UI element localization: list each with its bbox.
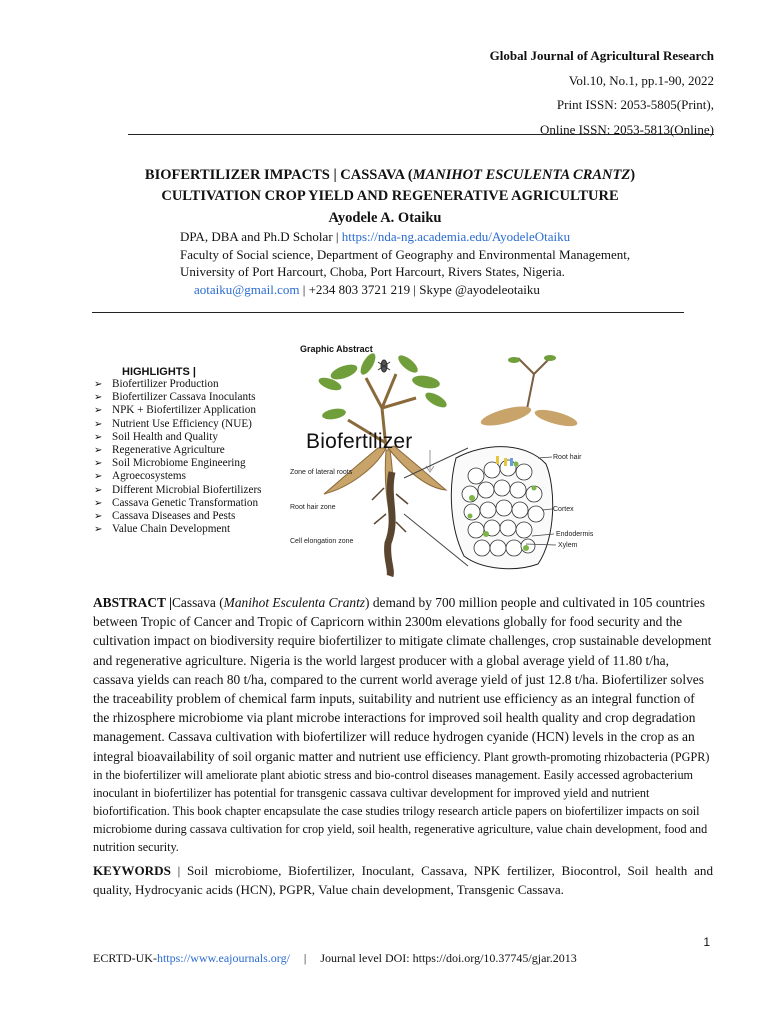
keywords-paragraph bbox=[93, 861, 713, 899]
highlight-item: ➢ Cassava Genetic Transformation bbox=[94, 497, 262, 510]
xylem-label: Xylem bbox=[558, 542, 578, 549]
journal-volume: Vol.10, No.1, pp.1-90, 2022 bbox=[568, 72, 714, 88]
highlight-item: ➢ Soil Health and Quality bbox=[94, 431, 262, 444]
author-affiliation bbox=[180, 228, 630, 298]
highlight-item: ➢ Regenerative Agriculture bbox=[94, 444, 262, 457]
cortex-label: Cortex bbox=[553, 506, 574, 513]
journal-header bbox=[490, 44, 714, 142]
journal-website-link[interactable]: https://www.eajournals.org/ bbox=[156, 951, 290, 965]
keywords-separator: | bbox=[170, 863, 187, 878]
endodermis-label: Endodermis bbox=[556, 531, 594, 538]
author-university: University of Port Harcourt, Choba, Port Harcourt, Rivers States, Nigeria. bbox=[180, 264, 565, 279]
author-name: Ayodele A. Otaiku bbox=[328, 210, 442, 226]
print-issn: Print ISSN: 2053-5805(Print), bbox=[556, 97, 714, 112]
highlight-item: ➢ Biofertilizer Cassava Inoculants bbox=[94, 391, 262, 404]
highlight-item: ➢ Value Chain Development bbox=[94, 523, 262, 536]
journal-name: Global Journal of Agricultural Research bbox=[489, 48, 714, 63]
footer-prefix: ECRTD-UK- bbox=[93, 951, 157, 965]
author-faculty: Faculty of Social science, Department of Geography and Environmental Management, bbox=[180, 246, 631, 262]
abstract-text-rest: Plant growth-promoting rhizobacteria (PGPR) in the biofertilizer will ameliorate plant abiotic stress and bio-control diseases management. Easily accessed agrobacterium inoculant in biofertilizer has potential for transgenic cassava cultivar development for improved yield and nutrient biofortification. This book chapter encapsulate the case studies trilogy research article papers on biofertilizer impacts on soil microbiome during cassava cultivation for crop yield, soil health, regenerative agriculture, value chain development, food and nutrition security. bbox=[93, 749, 710, 854]
title-line1-italic: MANIHOT ESCULENTA CRANTZ bbox=[412, 167, 631, 183]
keywords-text: Soil microbiome, Biofertilizer, Inoculant, Cassava, NPK fertilizer, Biocontrol, Soil health and quality, Hydrocyanic acids (HCN), PGPR, Value chain development, Transgenic Cassava. bbox=[93, 863, 714, 897]
highlights-list bbox=[94, 378, 262, 536]
author-contact: | +234 803 3721 219 | Skype @ayodeleotaiku bbox=[299, 281, 540, 297]
highlight-item: ➢ Cassava Diseases and Pests bbox=[94, 510, 262, 523]
footer-doi: Journal level DOI: https://doi.org/10.37745/gjar.2013 bbox=[320, 951, 577, 965]
abstract-text-main: ) demand by 700 million people and cultivated in 105 countries between Tropic of Cancer and Tropic of Capricorn within 2300m elevations globally for food security and the cultivation impact on biodiversity require biofertilizer to mitigate climate challenges, crop sustainable development and regenerative agriculture. Nigeria is the world largest producer with a global average yield of 11.80 t/ha, cassava yields can reach 80 t/ha, compared to the current world average yield of just 12.8 t/ha. Biofertilizer solves the traceability problem of chemical farm inputs, suitability and nutrient use efficiency as an integral function of the rhizosphere microbiome via plant microbe interactions for improved soil health quality and crop degradation management. Cassava cultivation with biofertilizer will reduce hydrogen cyanide (HCN) levels in the crop as an integral bioavailability of soil organic matter and nutrient use efficiency. bbox=[93, 595, 712, 764]
abstract-separator: | bbox=[165, 595, 172, 610]
footer-separator: | bbox=[303, 951, 307, 965]
highlight-item: ➢ Agroecosystems bbox=[94, 470, 262, 483]
highlight-item: ➢ Soil Microbiome Engineering bbox=[94, 457, 262, 470]
title-line1-post: ) bbox=[630, 167, 636, 183]
academia-link[interactable]: https://nda-ng.academia.edu/AyodeleOtaiku bbox=[341, 229, 571, 244]
abstract-text-pre: Cassava ( bbox=[171, 595, 224, 610]
author-degree: DPA, DBA and Ph.D Scholar | bbox=[180, 229, 342, 244]
title-line1-pre: BIOFERTILIZER IMPACTS | CASSAVA ( bbox=[144, 167, 413, 183]
graphic-abstract-title: Graphic Abstract bbox=[300, 344, 373, 354]
title-line2: CULTIVATION CROP YIELD AND REGENERATIVE AGRICULTURE bbox=[161, 188, 619, 204]
biofertilizer-label: Biofertilizer bbox=[306, 430, 413, 453]
graphic-abstract bbox=[86, 338, 606, 578]
paper-title bbox=[90, 165, 690, 207]
page-footer bbox=[93, 951, 577, 966]
header-rule bbox=[128, 134, 714, 135]
section-rule bbox=[92, 312, 684, 313]
keywords-label: KEYWORDS bbox=[93, 863, 171, 878]
highlight-item: ➢ NPK + Biofertilizer Application bbox=[94, 404, 262, 417]
root-hair-label: Root hair bbox=[553, 454, 582, 461]
page-number: 1 bbox=[703, 935, 710, 949]
zone-lateral-roots-label: Zone of lateral roots bbox=[290, 469, 353, 476]
abstract-label: ABSTRACT bbox=[93, 595, 166, 610]
abstract-species: Manihot Esculenta Crantz bbox=[223, 595, 366, 610]
online-issn: Online ISSN: 2053-5813(Online) bbox=[539, 121, 714, 137]
highlight-item: ➢ Biofertilizer Production bbox=[94, 378, 262, 391]
highlight-item: ➢ Nutrient Use Efficiency (NUE) bbox=[94, 418, 262, 431]
cell-elongation-zone-label: Cell elongation zone bbox=[290, 538, 354, 545]
highlights-title: HIGHLIGHTS | bbox=[122, 366, 196, 378]
email-link[interactable]: aotaiku@gmail.com bbox=[194, 281, 300, 297]
root-hair-zone-label: Root hair zone bbox=[290, 504, 336, 511]
highlight-item: ➢ Different Microbial Biofertilizers bbox=[94, 484, 262, 497]
abstract-paragraph bbox=[93, 593, 713, 856]
